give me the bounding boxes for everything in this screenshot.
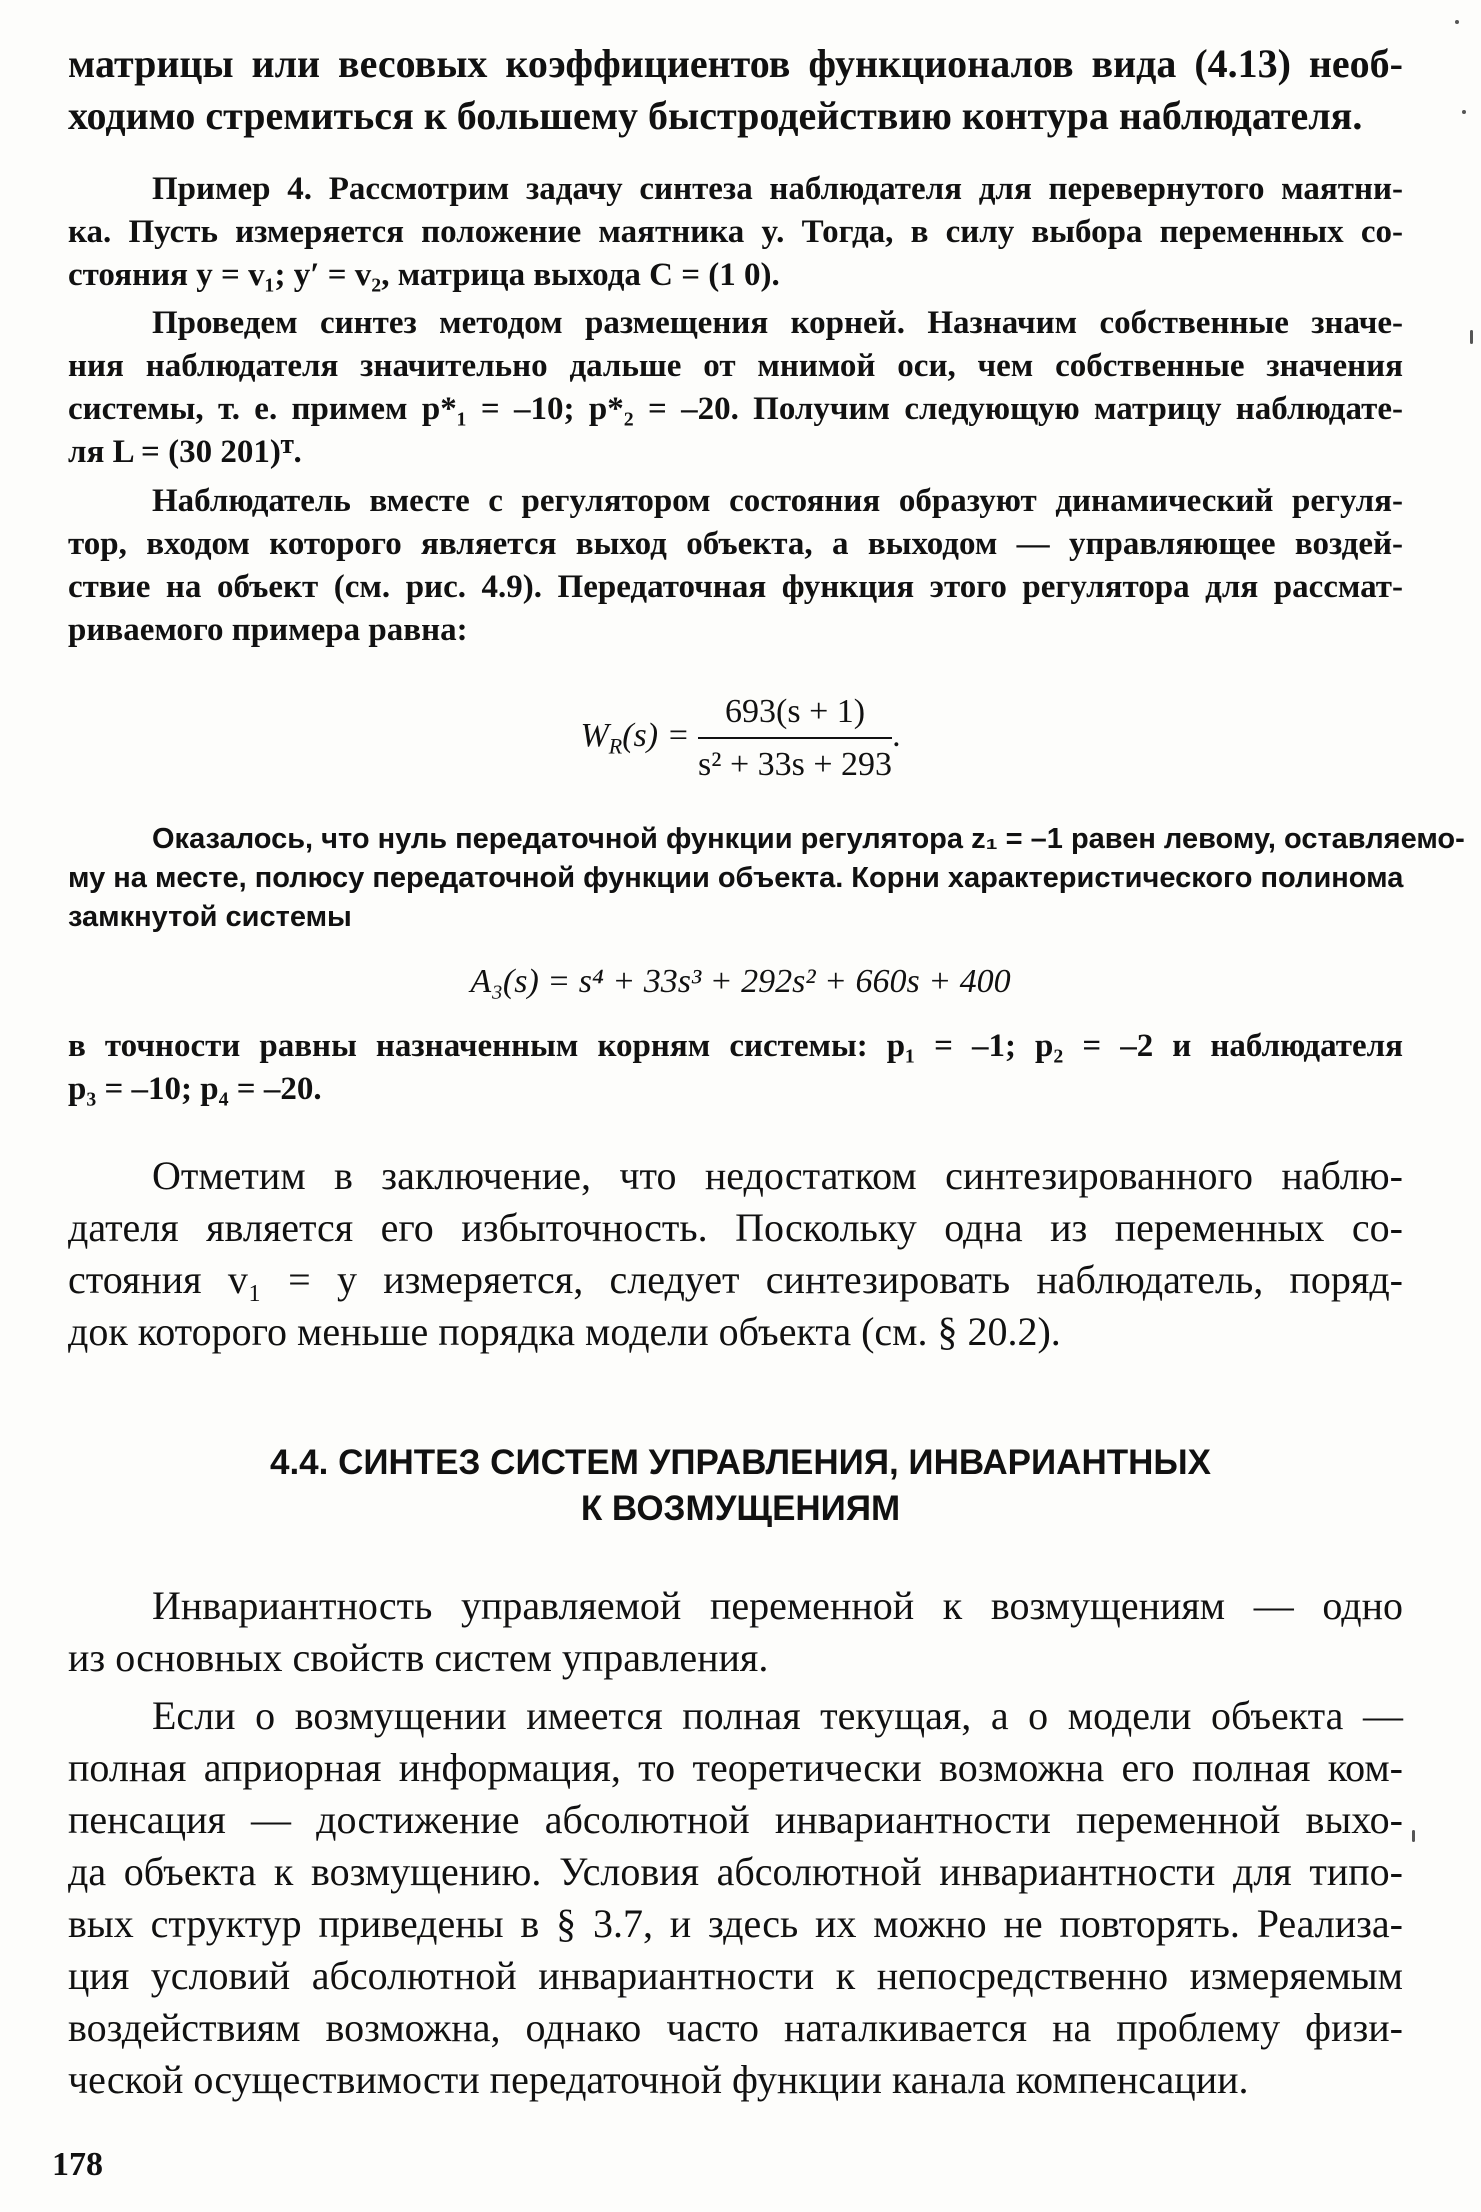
formula-a3: A₃(s) = s⁴ + 33s³ + 292s² + 660s + 400: [470, 963, 1011, 1000]
denominator: s² + 33s + 293: [698, 746, 893, 783]
text-line: из основных свойств систем управления.: [68, 1635, 769, 1680]
text-line: в точности равны назначенным корням системы: p₁ = –1; p₂ = –2 и наблюдателя: [68, 1028, 1403, 1064]
scan-speck: [1470, 330, 1473, 344]
last-paragraph: [68, 1690, 1403, 2106]
text-line: стояния v₁ = y измеряется, следует синтезировать наблюдатель, поряд-: [68, 1257, 1403, 1302]
text-line: пенсация — достижение абсолютной инвариантности переменной выхо-: [68, 1797, 1403, 1842]
accuracy-paragraph: [68, 1025, 1403, 1111]
text-line: системы, т. е. примем p*₁ = –10; p*₂ = –20. Получим следующую матрицу наблюдате-: [68, 391, 1403, 427]
text-line: замкнутой системы: [68, 901, 352, 933]
text-line: Пример 4. Рассмотрим задачу синтеза наблюдателя для перевернутого маятни-: [152, 171, 1403, 207]
text-line: риваемого примера равна:: [68, 612, 468, 648]
example-paragraph: [68, 168, 1403, 297]
page-number: 178: [52, 2146, 103, 2183]
example-label: Пример 4.: [152, 171, 312, 207]
text-line: ция условий абсолютной инвариантности к непосредственно измеряемым: [68, 1953, 1403, 1998]
text-line: p₃ = –10; p₄ = –20.: [68, 1071, 322, 1107]
top-paragraph: [68, 38, 1403, 142]
heading-line: 4.4. СИНТЕЗ СИСТЕМ УПРАВЛЕНИЯ, ИНВАРИАНТНЫХ: [269, 1443, 1211, 1482]
text-line: Оказалось, что нуль передаточной функции регулятора z₁ = –1 равен левому, оставляемо-: [152, 823, 1465, 855]
text-line: Проведем синтез методом размещения корней. Назначим собственные значе-: [152, 305, 1403, 341]
text-line: стояния y = v₁; y′ = v₂, матрица выхода C = (1 0).: [68, 257, 780, 293]
roots-paragraph: [68, 302, 1403, 474]
text-line: ля L = (30 201)ᵀ.: [68, 434, 302, 470]
text-line: Если о возмущении имеется полная текущая, а о модели объекта —: [152, 1693, 1403, 1738]
text-line: Отметим в заключение, что недостатком синтезированного наблю-: [152, 1153, 1403, 1198]
text-line: матрицы или весовых коэффициентов функционалов вида (4.13) необ-: [68, 41, 1403, 86]
heading-line: К ВОЗМУЩЕНИЯМ: [580, 1489, 901, 1528]
scan-speck: [1455, 20, 1459, 24]
text-line: ческой осуществимости передаточной функции канала компенсации.: [68, 2057, 1249, 2102]
fraction: [698, 690, 892, 786]
small-paragraph: [68, 820, 1465, 937]
text-line: Инвариантность управляемой переменной к возмущениям — одно: [152, 1583, 1403, 1628]
text-line: полная априорная информация, то теоретически возможна его полная ком-: [68, 1745, 1403, 1790]
text-line: да объекта к возмущению. Условия абсолютной инвариантности для типо-: [68, 1849, 1403, 1894]
text-line: тор, входом которого является выход объекта, а выходом — управляющее воздей-: [68, 526, 1403, 562]
regulator-paragraph: [68, 480, 1403, 652]
section-heading: [0, 1440, 1481, 1532]
conclusion-paragraph: [68, 1150, 1403, 1358]
invariance-paragraph: [68, 1580, 1403, 1684]
text-line: вых структур приведены в § 3.7, и здесь их можно не повторять. Реализа-: [68, 1901, 1403, 1946]
text-line: Наблюдатель вместе с регулятором состояния образуют динамический регуля-: [152, 483, 1403, 519]
text-line: ходимо стремиться к большему быстродействию контура наблюдателя.: [68, 93, 1363, 138]
text-line: ния наблюдателя значительно дальше от мнимой оси, чем собственные значения: [68, 348, 1403, 384]
numerator: 693(s + 1): [698, 690, 892, 739]
text-line: воздействиям возможна, однако часто наталкивается на проблему физи-: [68, 2005, 1403, 2050]
scan-speck: [1412, 1830, 1415, 1842]
scan-speck: [1462, 110, 1466, 114]
text-line: ствие на объект (см. рис. 4.9). Передаточная функция этого регулятора для рассмат-: [68, 569, 1403, 605]
text-line: дателя является его избыточность. Поскольку одна из переменных со-: [68, 1205, 1403, 1250]
text-line: док которого меньше порядка модели объекта (см. § 20.2).: [68, 1309, 1061, 1354]
formula-wr: $W_R(s)$ = $\frac{693(s + 1)}{\text{s² + 33s + 293}}$ .: [0, 690, 1481, 786]
text-line: му на месте, полюсу передаточной функции объекта. Корни характеристического полинома: [68, 862, 1404, 894]
text-line: ка. Пусть измеряется положение маятника y. Тогда, в силу выбора переменных со-: [68, 214, 1403, 250]
